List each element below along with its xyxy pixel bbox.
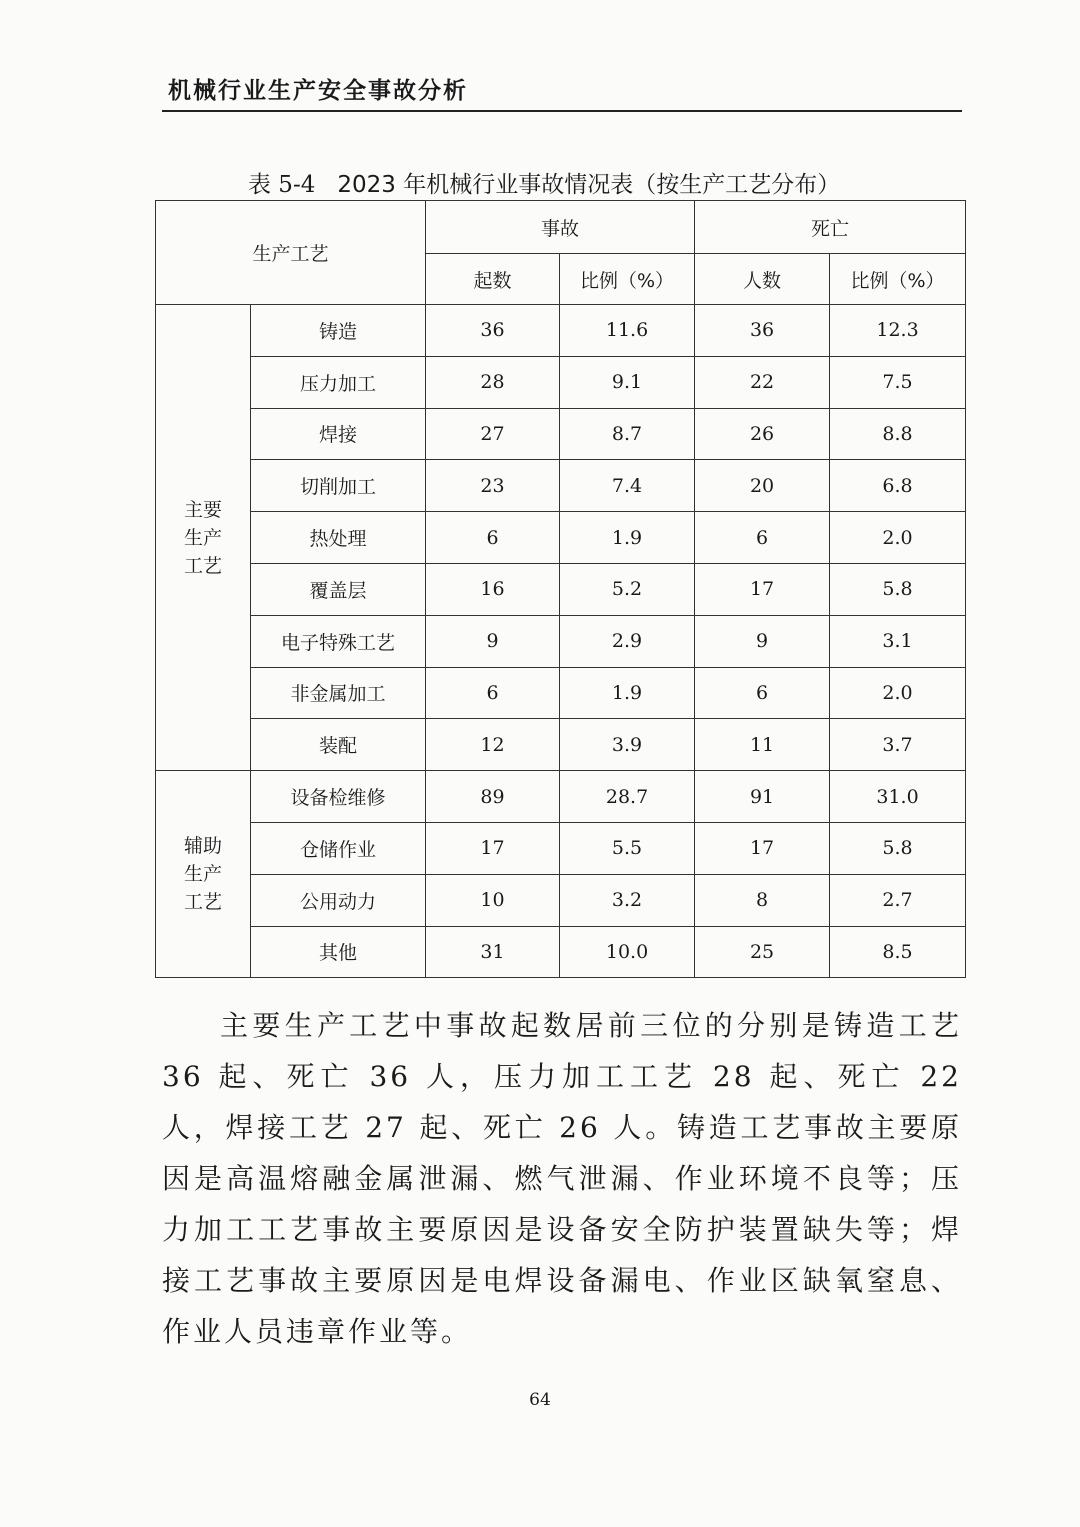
death-ratio-cell: 8.8 bbox=[830, 408, 966, 460]
ratio-cell: 5.5 bbox=[560, 822, 695, 874]
ratio-cell: 7.4 bbox=[560, 460, 695, 512]
death-ratio-cell: 5.8 bbox=[830, 822, 966, 874]
process-name-cell: 铸造 bbox=[251, 305, 426, 357]
table-caption-number: 表 5-4 bbox=[248, 172, 316, 198]
process-name-cell: 焊接 bbox=[251, 408, 426, 460]
death-ratio-cell: 3.1 bbox=[830, 615, 966, 667]
header-ratio: 比例（%） bbox=[560, 254, 695, 305]
table-row bbox=[156, 615, 966, 667]
header-process: 生产工艺 bbox=[156, 201, 426, 305]
process-name-cell: 装配 bbox=[251, 719, 426, 771]
group-aux-label-line: 辅助 bbox=[183, 835, 222, 858]
table-row bbox=[156, 408, 966, 460]
count-cell: 9 bbox=[426, 615, 560, 667]
group-main-label-line: 主要 bbox=[183, 498, 222, 521]
process-name-cell: 仓储作业 bbox=[251, 822, 426, 874]
count-cell: 16 bbox=[426, 563, 560, 615]
deaths-cell: 11 bbox=[695, 719, 830, 771]
death-ratio-cell: 12.3 bbox=[830, 305, 966, 357]
process-name-cell: 非金属加工 bbox=[251, 667, 426, 719]
deaths-cell: 36 bbox=[695, 305, 830, 357]
table-row bbox=[156, 874, 966, 926]
table-row bbox=[156, 822, 966, 874]
process-name-cell: 压力加工 bbox=[251, 356, 426, 408]
ratio-cell: 8.7 bbox=[560, 408, 695, 460]
group-aux-label-line: 工艺 bbox=[183, 891, 222, 914]
deaths-cell: 17 bbox=[695, 563, 830, 615]
count-cell: 17 bbox=[426, 822, 560, 874]
table-row bbox=[156, 771, 966, 823]
group-main-label-line: 工艺 bbox=[183, 554, 222, 577]
death-ratio-cell: 8.5 bbox=[830, 926, 966, 978]
process-name-cell: 设备检维修 bbox=[251, 771, 426, 823]
table-row bbox=[156, 356, 966, 408]
deaths-cell: 17 bbox=[695, 822, 830, 874]
table-caption bbox=[248, 166, 840, 199]
death-ratio-cell: 6.8 bbox=[830, 460, 966, 512]
group-aux-label bbox=[156, 771, 251, 978]
table-row bbox=[156, 926, 966, 978]
death-ratio-cell: 31.0 bbox=[830, 771, 966, 823]
death-ratio-cell: 2.0 bbox=[830, 512, 966, 564]
count-cell: 31 bbox=[426, 926, 560, 978]
deaths-cell: 6 bbox=[695, 667, 830, 719]
process-name-cell: 电子特殊工艺 bbox=[251, 615, 426, 667]
count-cell: 23 bbox=[426, 460, 560, 512]
ratio-cell: 9.1 bbox=[560, 356, 695, 408]
table-row bbox=[156, 719, 966, 771]
running-header: 机械行业生产安全事故分析 bbox=[168, 78, 468, 104]
death-ratio-cell: 7.5 bbox=[830, 356, 966, 408]
process-name-cell: 切削加工 bbox=[251, 460, 426, 512]
death-ratio-cell: 2.0 bbox=[830, 667, 966, 719]
count-cell: 6 bbox=[426, 512, 560, 564]
group-aux-label-line: 生产 bbox=[183, 863, 222, 886]
process-name-cell: 公用动力 bbox=[251, 874, 426, 926]
deaths-cell: 91 bbox=[695, 771, 830, 823]
count-cell: 10 bbox=[426, 874, 560, 926]
body-paragraph: 主要生产工艺中事故起数居前三位的分别是铸造工艺 36 起、死亡 36 人，压力加工工艺 28 起、死亡 22 人，焊接工艺 27 起、死亡 26 人。铸造工艺事故主要原因是高温熔融金属泄漏、燃气泄漏、作业环境不良等；压力加工工艺事故主要原因是设备安全防护装置缺失等；焊接工艺事故主要原因是电焊设备漏电、作业区缺氧窒息、作业人员违章作业等。 bbox=[162, 1009, 962, 1348]
accident-table bbox=[155, 200, 966, 978]
table-row bbox=[156, 460, 966, 512]
death-ratio-cell: 3.7 bbox=[830, 719, 966, 771]
ratio-cell: 11.6 bbox=[560, 305, 695, 357]
table-row bbox=[156, 305, 966, 357]
count-cell: 89 bbox=[426, 771, 560, 823]
ratio-cell: 28.7 bbox=[560, 771, 695, 823]
header-persons: 人数 bbox=[695, 254, 830, 305]
ratio-cell: 1.9 bbox=[560, 512, 695, 564]
count-cell: 12 bbox=[426, 719, 560, 771]
header-count: 起数 bbox=[426, 254, 560, 305]
count-cell: 27 bbox=[426, 408, 560, 460]
header-accident: 事故 bbox=[426, 201, 695, 254]
header-rule bbox=[162, 110, 962, 112]
deaths-cell: 25 bbox=[695, 926, 830, 978]
table-caption-title: 2023 年机械行业事故情况表（按生产工艺分布） bbox=[337, 172, 841, 198]
deaths-cell: 8 bbox=[695, 874, 830, 926]
ratio-cell: 5.2 bbox=[560, 563, 695, 615]
ratio-cell: 3.2 bbox=[560, 874, 695, 926]
process-name-cell: 热处理 bbox=[251, 512, 426, 564]
ratio-cell: 3.9 bbox=[560, 719, 695, 771]
process-name-cell: 覆盖层 bbox=[251, 563, 426, 615]
count-cell: 6 bbox=[426, 667, 560, 719]
deaths-cell: 26 bbox=[695, 408, 830, 460]
count-cell: 28 bbox=[426, 356, 560, 408]
deaths-cell: 22 bbox=[695, 356, 830, 408]
process-name-cell: 其他 bbox=[251, 926, 426, 978]
deaths-cell: 9 bbox=[695, 615, 830, 667]
page-number: 64 bbox=[529, 1390, 551, 1410]
table-row bbox=[156, 667, 966, 719]
group-main-label-line: 生产 bbox=[183, 526, 222, 549]
ratio-cell: 2.9 bbox=[560, 615, 695, 667]
deaths-cell: 6 bbox=[695, 512, 830, 564]
table-row bbox=[156, 563, 966, 615]
ratio-cell: 1.9 bbox=[560, 667, 695, 719]
group-main-label bbox=[156, 305, 251, 771]
header-death: 死亡 bbox=[695, 201, 966, 254]
death-ratio-cell: 2.7 bbox=[830, 874, 966, 926]
count-cell: 36 bbox=[426, 305, 560, 357]
ratio-cell: 10.0 bbox=[560, 926, 695, 978]
header-death-ratio: 比例（%） bbox=[830, 254, 966, 305]
table-row bbox=[156, 512, 966, 564]
death-ratio-cell: 5.8 bbox=[830, 563, 966, 615]
deaths-cell: 20 bbox=[695, 460, 830, 512]
